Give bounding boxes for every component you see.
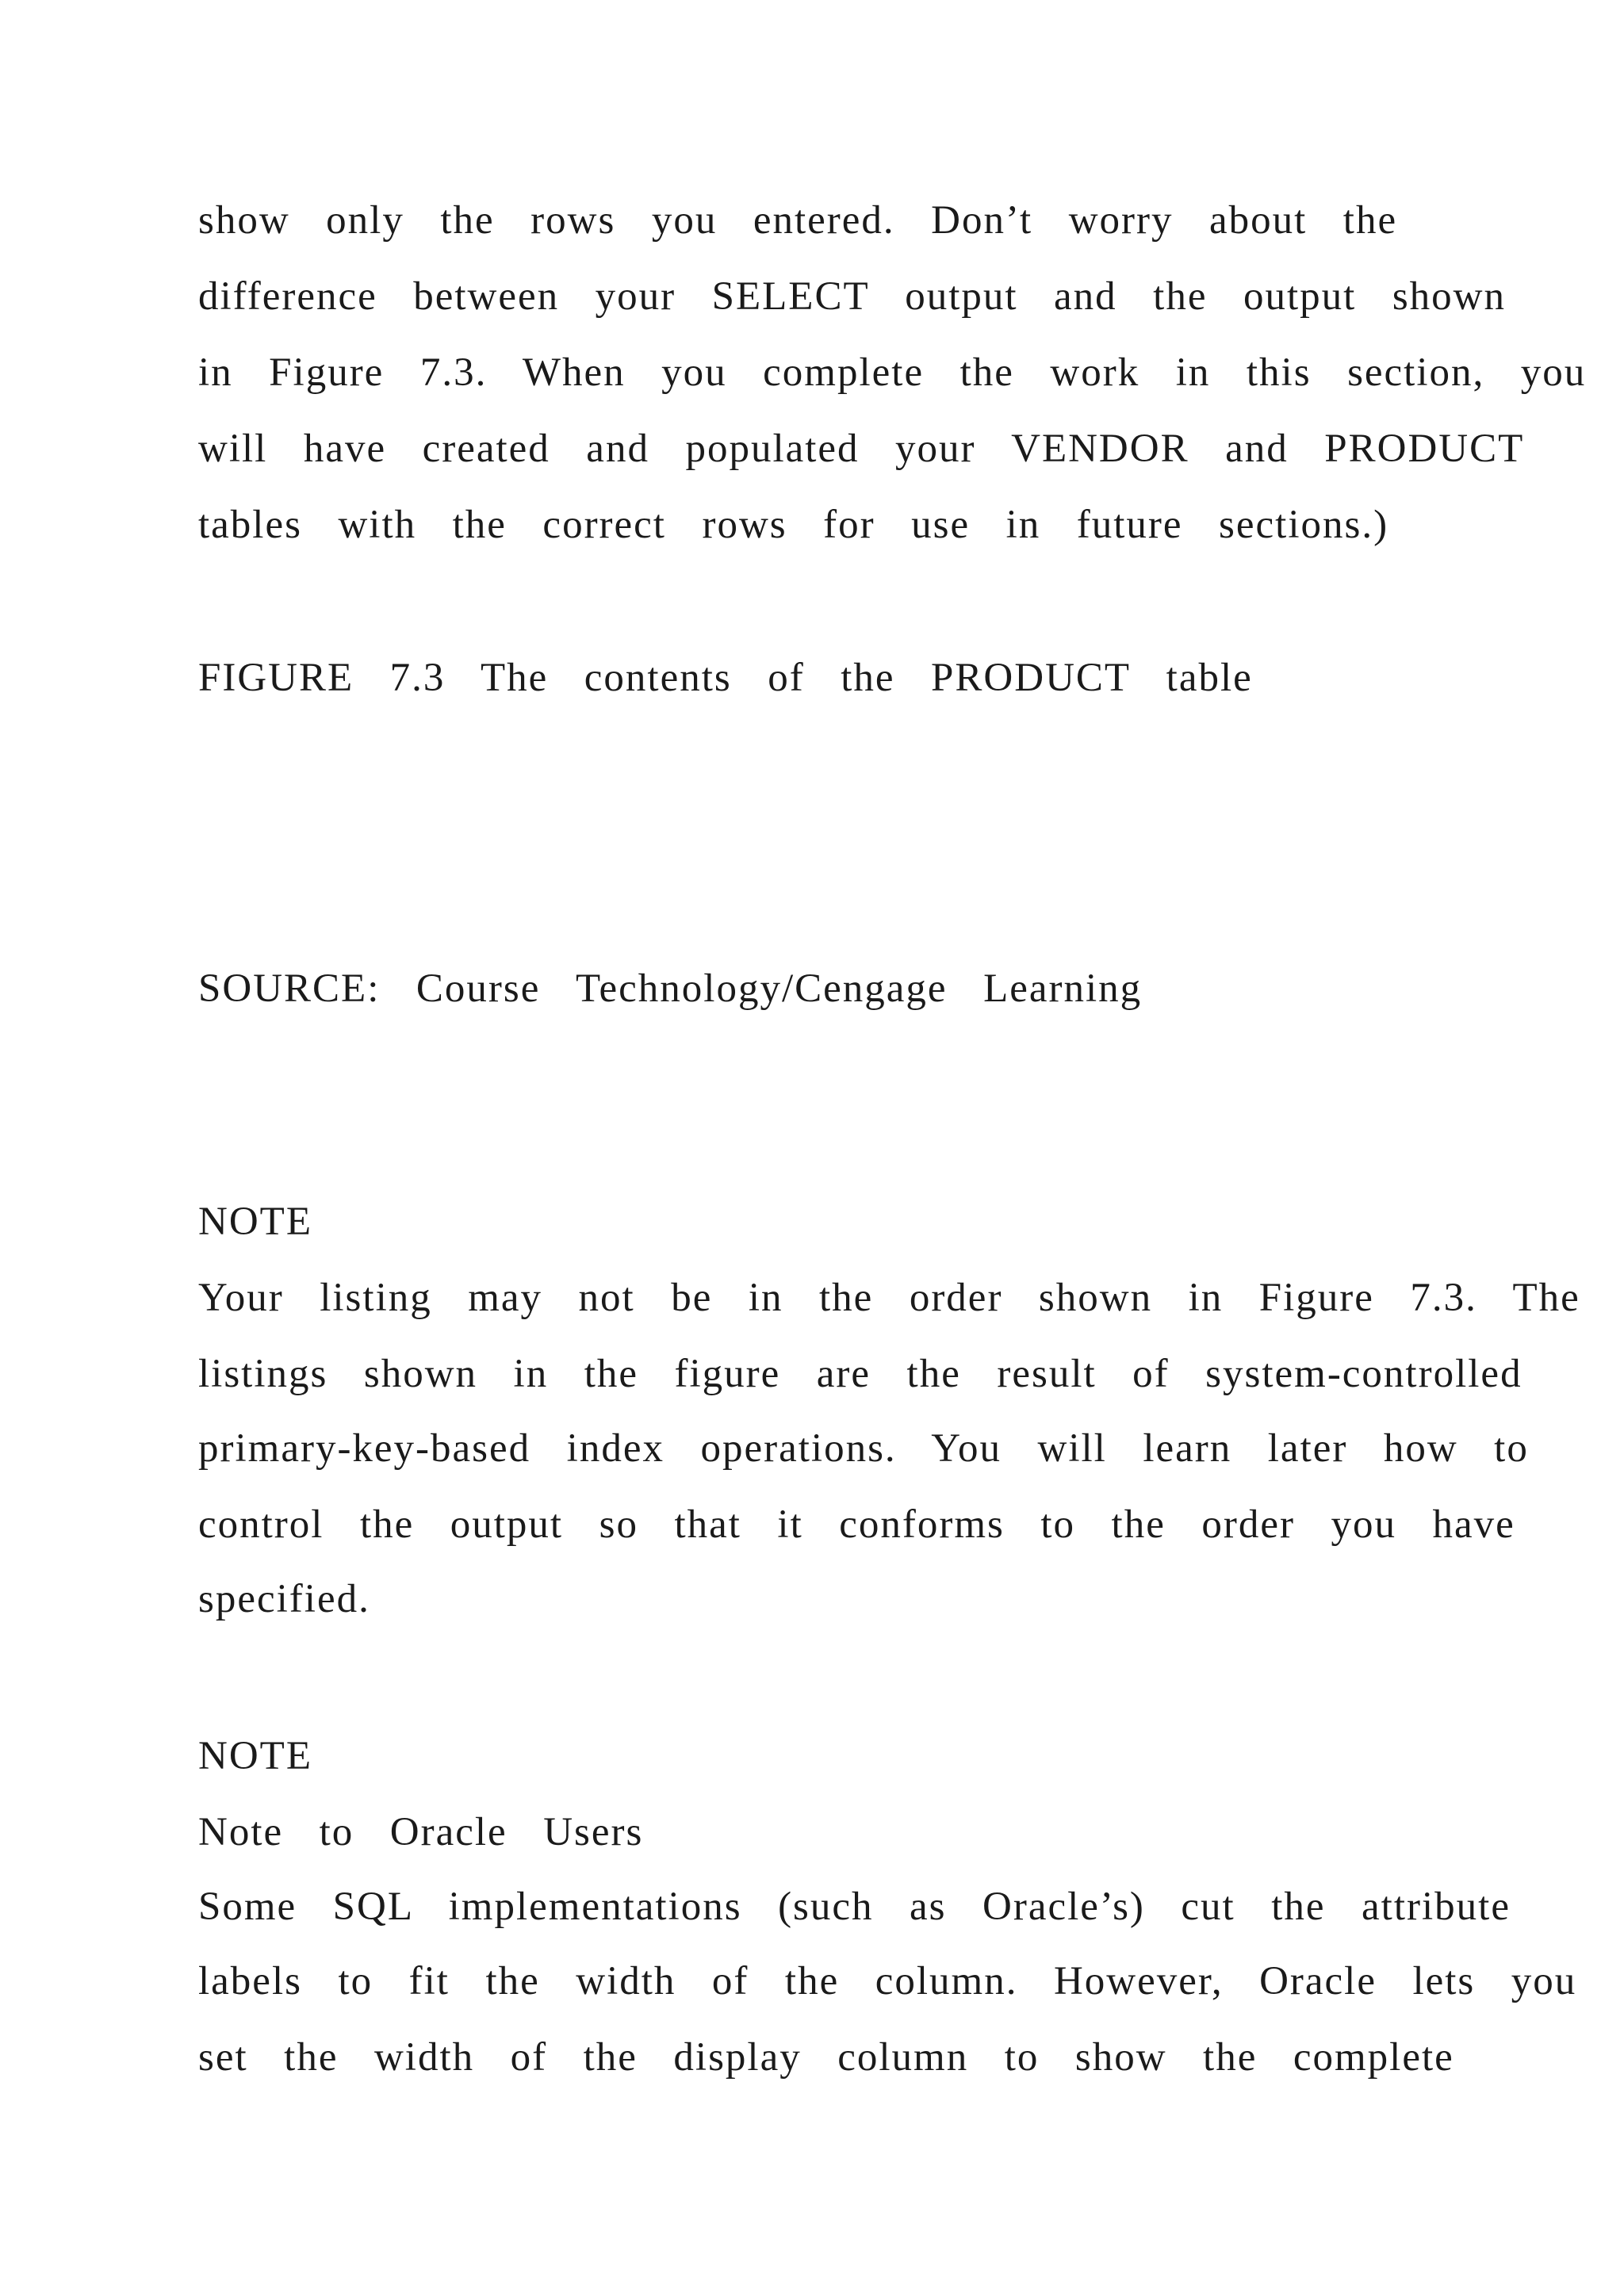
intro-line-2: difference between your SELECT output and the output shown bbox=[198, 274, 1507, 319]
note2-heading: NOTE bbox=[198, 1734, 312, 1778]
note2-line-1: Some SQL implementations (such as Oracle’s) cut the attribute bbox=[198, 1885, 1511, 1929]
note1-line-3: primary-key-based index operations. You will learn later how to bbox=[198, 1426, 1529, 1471]
note2-line-2: labels to fit the width of the column. However, Oracle lets you bbox=[198, 1959, 1577, 2003]
note1-line-5: specified. bbox=[198, 1577, 370, 1621]
figure-caption: FIGURE 7.3 The contents of the PRODUCT table bbox=[198, 656, 1253, 700]
note1-heading: NOTE bbox=[198, 1200, 312, 1244]
note2-line-3: set the width of the display column to show the complete bbox=[198, 2035, 1454, 2080]
source-line: SOURCE: Course Technology/Cengage Learning bbox=[198, 966, 1143, 1011]
intro-line-1: show only the rows you entered. Don’t worry about the bbox=[198, 198, 1398, 243]
intro-line-5: tables with the correct rows for use in future sections.) bbox=[198, 503, 1389, 547]
note1-line-2: listings shown in the figure are the result of system-controlled bbox=[198, 1352, 1522, 1396]
note2-subheading: Note to Oracle Users bbox=[198, 1810, 644, 1854]
note1-line-4: control the output so that it conforms to the order you have bbox=[198, 1502, 1515, 1547]
intro-line-4: will have created and populated your VENDOR and PRODUCT bbox=[198, 427, 1525, 471]
note1-line-1: Your listing may not be in the order shown in Figure 7.3. The bbox=[198, 1276, 1580, 1320]
intro-line-3: in Figure 7.3. When you complete the work in this section, you bbox=[198, 350, 1587, 395]
